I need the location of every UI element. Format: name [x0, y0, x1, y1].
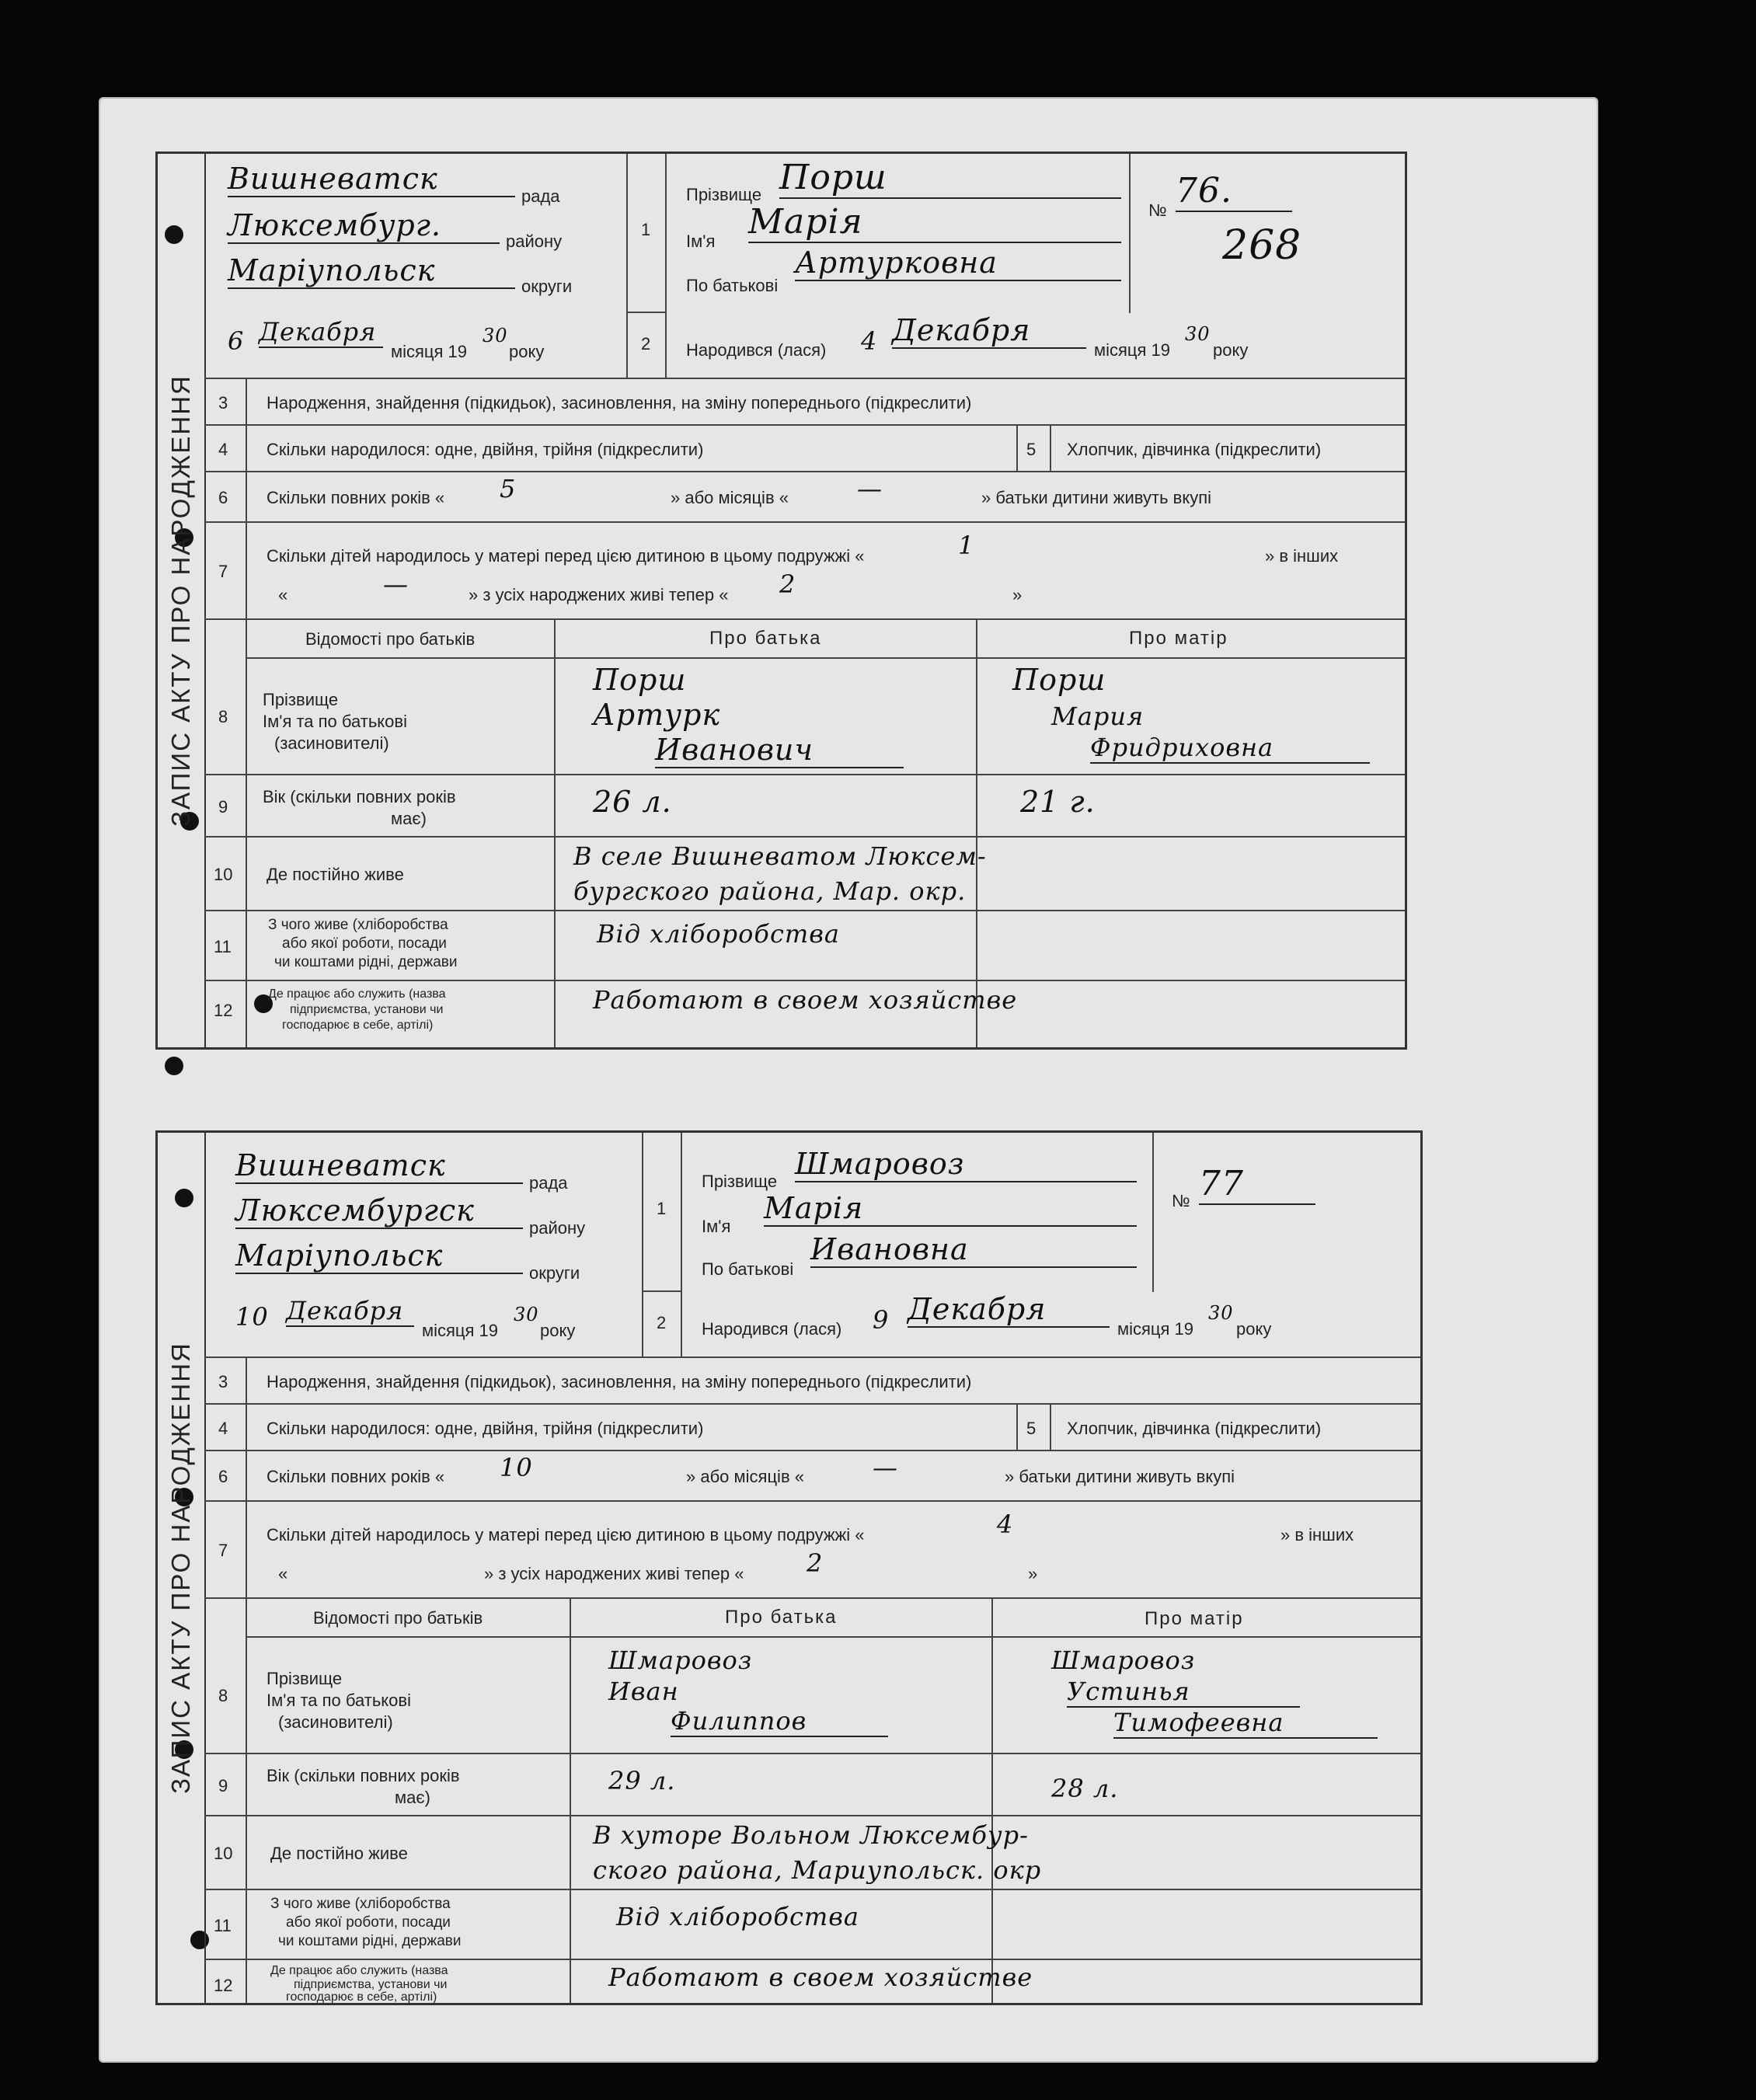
- registration-year: 30: [483, 325, 508, 347]
- patronymic-label: По батькові: [702, 1259, 794, 1279]
- row-3-number: 3: [218, 393, 228, 413]
- row-1-number: 1: [657, 1199, 667, 1218]
- row-7-text-c: «: [278, 585, 288, 604]
- row-7-text-e: »: [1028, 1564, 1038, 1583]
- row-11-number: 11: [214, 1916, 232, 1935]
- father-name: Артурк: [593, 698, 721, 732]
- row-6-text-b: » або місяців «: [686, 1467, 804, 1486]
- row-7-text-e: »: [1012, 585, 1023, 604]
- registration-year-label: року: [509, 342, 545, 361]
- father-surname: Шмаровоз: [608, 1646, 753, 1675]
- row-2-number: 2: [641, 334, 651, 353]
- row-11-label-3: чи коштами рідні, держави: [278, 1933, 462, 1949]
- surname-label: Прізвище: [686, 185, 762, 204]
- child-patronymic: Артурковна: [795, 246, 1121, 281]
- row-12-number: 12: [214, 1976, 233, 1995]
- livelihood: Від хліборобства: [616, 1902, 859, 1931]
- children-this-marriage: 4: [997, 1510, 1014, 1539]
- children-alive: 2: [779, 569, 796, 599]
- row-12-label-2: підприємства, установи чи: [294, 1978, 448, 1991]
- act-number-label: №: [1172, 1191, 1190, 1210]
- registration-year-label: року: [540, 1321, 576, 1340]
- row-9-label-2: має): [395, 1788, 430, 1807]
- months-together: —: [873, 1453, 898, 1482]
- row-11-label-1: З чого живе (хліборобства: [268, 917, 448, 933]
- registration-month-label: місяця 19: [391, 342, 468, 361]
- act-number-divider: [1129, 154, 1131, 313]
- row-8-label-2: Ім'я та по батькові: [263, 712, 407, 731]
- row-10-label: Де постійно живе: [267, 865, 404, 884]
- row-9-label-1: Вік (скільки повних років: [263, 787, 456, 806]
- registration-day: 6: [228, 326, 245, 356]
- row-11-label-2: або якої роботи, посади: [286, 1914, 451, 1931]
- birth-record-77: [155, 1130, 1423, 2005]
- row-7-text-a: Скільки дітей народилось у матері перед цією дитиною в цьому подружжі «: [267, 546, 865, 566]
- row-7-text-b: » в інших: [1280, 1525, 1354, 1545]
- district-label: району: [506, 232, 563, 251]
- row-6-text-c: » батьки дитини живуть вкупі: [981, 488, 1212, 507]
- surname-label: Прізвище: [702, 1172, 778, 1191]
- row-9-number: 9: [218, 797, 228, 817]
- children-alive: 2: [807, 1548, 824, 1578]
- row-6-number: 6: [218, 488, 228, 507]
- mother-patronymic: Фридриховна: [1090, 733, 1370, 764]
- row-9-label-2: має): [391, 809, 427, 828]
- row-12-label-3: господарює в себе, артілі): [286, 1990, 437, 2004]
- row-9-number: 9: [218, 1776, 228, 1795]
- act-number: 76.: [1176, 171, 1292, 212]
- row-7-text-b: » в інших: [1265, 546, 1339, 566]
- council-value: Вишневатск: [228, 162, 515, 197]
- row-6-text-b: » або місяців «: [671, 488, 789, 507]
- livelihood: Від хліборобства: [597, 919, 840, 949]
- born-month-label: місяця 19: [1094, 340, 1171, 360]
- father-patronymic: Филиппов: [671, 1706, 888, 1737]
- row-8-label-1: Прізвище: [263, 690, 339, 709]
- row-6-text-a: Скільки повних років «: [267, 1467, 445, 1486]
- born-month: Декабря: [908, 1292, 1110, 1328]
- row-11-label-2: або якої роботи, посади: [282, 935, 447, 952]
- mother-name: Мария: [1051, 702, 1145, 731]
- born-month-label: місяця 19: [1117, 1319, 1194, 1339]
- row-11-label-3: чи коштами рідні, держави: [274, 954, 458, 970]
- registration-month-label: місяця 19: [422, 1321, 499, 1340]
- row-4-text: Скільки народилося: одне, двійня, трійня (підкреслити): [267, 440, 704, 459]
- archive-number: 268: [1222, 222, 1302, 269]
- mother-patronymic: Тимофеевна: [1113, 1708, 1378, 1739]
- father-header: Про батька: [725, 1607, 838, 1628]
- child-surname: Порш: [779, 158, 1121, 199]
- row-3-text: Народження, знайдення (підкидьок), засиновлення, на зміну попереднього (підкреслити): [267, 1372, 972, 1391]
- row-8-number: 8: [218, 707, 228, 726]
- row-12-label-3: господарює в себе, артілі): [282, 1019, 434, 1032]
- okrug-value: Маріупольск: [235, 1238, 523, 1274]
- residence-line-2: ского района, Мариупольск. окр: [593, 1855, 1042, 1885]
- row-7-number: 7: [218, 562, 228, 581]
- residence-line-1: В селе Вишневатом Люксем-: [573, 841, 987, 871]
- row-11-number: 11: [214, 937, 232, 956]
- row-9-label-1: Вік (скільки повних років: [267, 1766, 460, 1785]
- born-month: Декабря: [892, 313, 1086, 349]
- mother-name: Устинья: [1067, 1677, 1300, 1708]
- punch-hole: [165, 1057, 183, 1075]
- mother-age: 21 г.: [1020, 785, 1096, 819]
- registration-year: 30: [514, 1304, 539, 1325]
- row-12-number: 12: [214, 1001, 233, 1020]
- born-label: Народився (лася): [702, 1319, 842, 1339]
- child-surname: Шмаровоз: [795, 1147, 1137, 1182]
- father-age: 26 л.: [593, 785, 672, 819]
- parents-info-header: Відомості про батьків: [305, 629, 476, 649]
- row-7-text-a: Скільки дітей народилось у матері перед цією дитиною в цьому подружжі «: [267, 1525, 865, 1545]
- row-5-number: 5: [1026, 1419, 1037, 1438]
- months-together: —: [857, 474, 883, 503]
- row-5-text: Хлопчик, дівчинка (підкреслити): [1067, 1419, 1322, 1438]
- registration-day: 10: [235, 1302, 269, 1332]
- okrug-label: округи: [529, 1263, 580, 1283]
- row-7-number: 7: [218, 1541, 228, 1560]
- mother-header: Про матір: [1129, 628, 1228, 649]
- act-number: 77: [1199, 1164, 1315, 1205]
- row-11-label-1: З чого живе (хліборобства: [270, 1896, 451, 1912]
- row-6-number: 6: [218, 1467, 228, 1486]
- council-label: рада: [529, 1173, 568, 1193]
- mother-surname: Порш: [1012, 663, 1106, 697]
- row-10-number: 10: [214, 865, 233, 884]
- district-value: Люксембургск: [235, 1193, 523, 1229]
- row-4-text: Скільки народилося: одне, двійня, трійня (підкреслити): [267, 1419, 704, 1438]
- council-label: рада: [521, 186, 560, 206]
- row-4-number: 4: [218, 1419, 228, 1438]
- birth-record-76: [155, 151, 1407, 1050]
- name-label: Ім'я: [686, 232, 716, 251]
- born-day: 9: [873, 1305, 890, 1335]
- registration-month: Декабря: [259, 317, 383, 348]
- record-header-vertical: ЗАПИС АКТУ ПРО НАРОДЖЕННЯ: [158, 1133, 206, 2003]
- name-label: Ім'я: [702, 1217, 731, 1236]
- children-this-marriage: 1: [958, 531, 975, 560]
- record-header-vertical: ЗАПИС АКТУ ПРО НАРОДЖЕННЯ: [158, 154, 206, 1047]
- mother-surname: Шмаровоз: [1051, 1646, 1196, 1675]
- row-12-label-2: підприємства, установи чи: [290, 1003, 444, 1016]
- row-5-text: Хлопчик, дівчинка (підкреслити): [1067, 440, 1322, 459]
- child-patronymic: Ивановна: [810, 1232, 1137, 1268]
- born-year-label: року: [1213, 340, 1249, 360]
- born-year: 30: [1208, 1302, 1234, 1324]
- child-name: Марія: [764, 1191, 1137, 1227]
- okrug-value: Маріупольск: [228, 253, 515, 289]
- district-value: Люксембург.: [228, 208, 500, 244]
- children-other: —: [383, 569, 409, 599]
- row-10-number: 10: [214, 1844, 233, 1863]
- years-together: 10: [500, 1453, 533, 1482]
- workplace: Работают в своем хозяйстве: [593, 985, 1018, 1015]
- act-number-label: №: [1148, 200, 1167, 220]
- row-8-label-3: (засиновителі): [274, 733, 389, 753]
- council-value: Вишневатск: [235, 1148, 523, 1184]
- parents-info-header: Відомості про батьків: [313, 1608, 483, 1628]
- years-together: 5: [500, 474, 517, 503]
- okrug-label: округи: [521, 277, 573, 296]
- row-8-label-1: Прізвище: [267, 1669, 343, 1688]
- registration-month: Декабря: [286, 1296, 414, 1327]
- row-6-text-a: Скільки повних років «: [267, 488, 445, 507]
- workplace: Работают в своем хозяйстве: [608, 1962, 1033, 1992]
- patronymic-label: По батькові: [686, 276, 779, 295]
- act-number-divider: [1152, 1133, 1154, 1292]
- row-5-number: 5: [1026, 440, 1037, 459]
- row-12-label-1: Де працює або служить (назва: [268, 987, 446, 1001]
- row-3-text: Народження, знайдення (підкидьок), засиновлення, на зміну попереднього (підкреслити): [267, 393, 972, 413]
- row-10-label: Де постійно живе: [270, 1844, 408, 1863]
- mother-age: 28 л.: [1051, 1774, 1119, 1803]
- row-7-text-d: » з усіх народжених живі тепер «: [469, 585, 729, 604]
- row-4-number: 4: [218, 440, 228, 459]
- row-2-number: 2: [657, 1313, 667, 1332]
- residence-line-1: В хуторе Вольном Люксембур-: [593, 1820, 1029, 1850]
- residence-line-2: бургского района, Мар. окр.: [573, 876, 967, 906]
- row-3-number: 3: [218, 1372, 228, 1391]
- row-6-text-c: » батьки дитини живуть вкупі: [1005, 1467, 1235, 1486]
- born-day: 4: [861, 326, 878, 356]
- row-7-text-c: «: [278, 1564, 288, 1583]
- row-7-text-d: » з усіх народжених живі тепер «: [484, 1564, 744, 1583]
- father-name: Иван: [608, 1677, 679, 1706]
- born-year: 30: [1185, 323, 1211, 345]
- father-header: Про батька: [709, 628, 822, 649]
- father-patronymic: Иванович: [655, 733, 904, 768]
- row-8-label-2: Ім'я та по батькові: [267, 1691, 411, 1710]
- born-label: Народився (лася): [686, 340, 827, 360]
- father-surname: Порш: [593, 663, 687, 697]
- row-1-number: 1: [641, 220, 651, 239]
- child-name: Марія: [748, 202, 1121, 243]
- row-8-label-3: (засиновителі): [278, 1712, 393, 1732]
- row-8-number: 8: [218, 1686, 228, 1705]
- mother-header: Про матір: [1145, 1608, 1244, 1629]
- district-label: району: [529, 1218, 586, 1238]
- father-age: 29 л.: [608, 1766, 676, 1795]
- born-year-label: року: [1236, 1319, 1272, 1339]
- row-12-label-1: Де працює або служить (назва: [270, 1964, 448, 1977]
